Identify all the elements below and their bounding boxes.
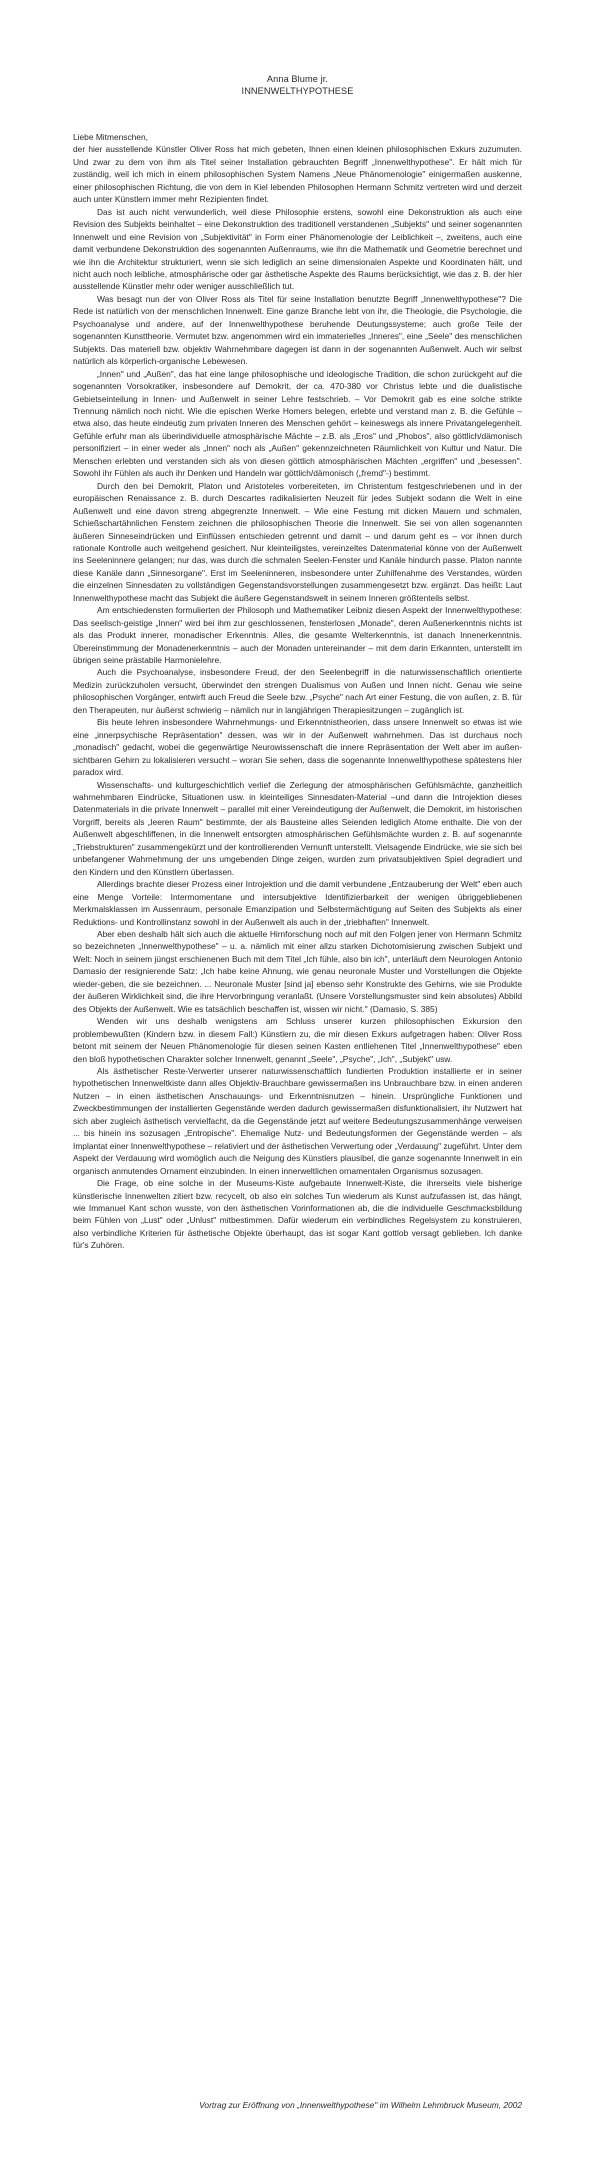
paragraph-2: Das ist auch nicht verwunderlich, weil diese Philosophie erstens, sowohl eine Dekonstruktion als auch eine Revision des Subjekts beinhaltet – eine Dekonstruktion des traditionell verstandenen „Subjekts" und seiner sogenannten Innenwelt und eine Revision von „Subjektivität" in Form einer Phänomenologie der Leiblichkeit –, zweitens, auch eine damit verbundene Dekonstruktion des sogenannten Außenraums, wie ihn die Mathematik und Geometrie berechnet und wie ihn die Architektur strukturiert, wenn sie sich lediglich an seine dimensionalen Aspekte und Koordinaten hält, und nicht auch noch leibliche, atmosphärische oder gar ästhetische Aspekte des Raums berücksichtigt, wie das z. B. der hier ausstellende Künstler mehr oder weniger ausschließlich tut. [73, 206, 522, 292]
paragraph-4: „Innen" und „Außen", das hat eine lange philosophische und ideologische Tradition, die schon zurückgeht auf die sogenannten Vorsokratiker, insbesondere auf Demokrit, der ca. 470-380 vor Christus lebte und die dualistische Gebietseinteilung in Innen- und Außenwelt in seiner Lehre festschrieb. – Vor Demokrit gab es eine solche strikte Trennung nämlich noch nicht. Wie die epischen Werke Homers belegen, erlebte und verstand man z. B. die Gefühle – etwa also, das heute eindeutig zum privaten Inneren des Menschen gehört – keineswegs als innere Privatangelegenheit. Gefühle erfuhr man als überindividuelle atmosphärische Mächte – z.B. als „Eros" und „Phobos", also göttlich/dämonisch personifiziert – in einer weder als „Innen" noch als „Außen" gekennzeichneten Räumlichkeit von Kultur und Natur. Die Menschen erlebten und verstanden sich als von diesen göttlich atmosphärischen Mächten „ergriffen" und „besessen". Sowohl ihr Fühlen als auch ihr Denken und Handeln war göttlich/dämonisch („fremd"-) bestimmt. [73, 368, 522, 479]
author-name: Anna Blume jr. [266, 74, 329, 84]
paragraph-6: Am entschiedensten formulierten der Philosoph und Mathematiker Leibniz diesen Aspekt der Innenwelthypothese: Das seelisch-geistige „Innen" wird bei ihm zur geschlossenen, fensterlosen „Monade", deren Außenerkenntnis nichts ist als das Produkt innerer, monadischer Erkenntnis. Alles, die gesamte Welterkenntnis, ist danach Innenerkenntnis. Übereinstimmung der Monadenerkenntnis – auch der Monaden untereinander – mit dem darin Erkannten, unterstellt im übrigen seine prästabile Harmonielehre. [73, 605, 522, 666]
paragraph-11: Aber eben deshalb hält sich auch die aktuelle Hirnforschung noch auf mit den Folgen jener von Hermann Schmitz so bezeichneten „Innenwelthypothese" – u. a. nämlich mit einer allzu starken Dichotomisierung zwischen Subjekt und Welt: Noch in seinem jüngst erschienenen Buch mit dem Titel „Ich fühle, also bin ich", unterläuft dem Neurologen Antonio Damasio der resignierende Satz: „Ich habe keine Ahnung, wie genau neuronale Muster und Vorstellungen die Objekte wieder-geben, die sie bezeichnen. ... Neuronale Muster [sind ja] ebenso sehr Konstrukte des Gehirns, wie sie Produkte der äußeren Wirklichkeit sind, die ihre Hervorbringung veranlaßt. (Unsere Vorstellungsmuster sind kein absolutes) Abbild des Objekts der Außenwelt. Wie es tatsächlich beschaffen ist, wissen wir nicht." (Damasio, S. 385) [73, 929, 522, 1014]
paragraph-14: Die Frage, ob eine solche in der Museums-Kiste aufgebaute Innenwelt-Kiste, die ihrerseits viele bisherige künstlerische Innenwelten zitiert bzw. recycelt, ob also ein solches Tun wiederum als Kunst aufzufassen ist, das hängt, wie Immanuel Kant schon wusste, von den ästhetischen Vorinformationen ab, die die individuelle Geschmacksbildung beim Fühlen von „Lust" oder „Unlust" mitbestimmen. Dafür wiederum ein verbindliches Regelsystem zu konstruieren, also verbindliche Kriterien für ästhetische Objekte überhaupt, das ist sogar Kant gottlob versagt geblieben. Ich danke für's Zuhören. [73, 1178, 522, 1251]
document-header [0, 73, 595, 97]
paragraph-12: Wenden wir uns deshalb wenigstens am Schluss unserer kurzen philosophischen Exkursion den problembewußten (Kindern bzw. in diesem Fall:) Künstlern zu, die mir diesen Exkurs aufgetragen haben: Oliver Ross betont mit seinem der Neuen Phänomenologie für diesen seinen Kasten entliehenen Titel „Innenwelthypothese" eben den bloß hypothetischen Charakter solcher Innenwelt, genannt „Seele", „Psyche", „Ich", „Subjekt" usw. [73, 1016, 522, 1064]
paragraph-3: Was besagt nun der von Oliver Ross als Titel für seine Installation benutzte Begriff „Innenwelthypothese"? Die Rede ist natürlich von der menschlichen Innenwelt. Eine ganze Branche lebt von ihr, die Theologie, die Psychologie, die Psychoanalyse und andere, auf der Innenwelthypothese beruhende Deutungssysteme; auch große Teile der sogenannten Kunsttheorie. Vermutet bzw. angenommen wird ein immaterielles „Inneres", eine „Seele" des menschlichen Subjekts. Das materiell bzw. objektiv Wahrnehmbare dagegen ist dann in der sogenannten Außenwelt. Auch wir selbst natürlich als körperlich-organische Lebewesen. [73, 293, 522, 367]
paragraph-10: Allerdings brachte dieser Prozess einer Introjektion und die damit verbundene „Entzauberung der Welt" eben auch eine Menge Vorteile: Intermomentane und intersubjektive Identifizierbarkeit der wenigen übriggebliebenen Merkmalsklassen im Aussenraum, personale Emanzipation und Selbstermächtigung auf Seiten des Subjekts als einer Reduktions- und Kontrollinstanz sowohl in der Außenwelt als auch in der „triebhaften" Innenwelt. [73, 879, 522, 927]
document-body [73, 131, 522, 1252]
paragraph-8: Bis heute lehren insbesondere Wahrnehmungs- und Erkenntnistheorien, dass unsere Innenwelt so etwas ist wie eine „innerpsychische Repräsentation" dessen, was wir in der Außenwelt wahrnehmen. Das ist durchaus noch „monadisch" gedacht, wobei die gegenwärtige Neurowissenschaft die innere Repräsentation der Welt aber im außen-sichtbaren Gehirn zu lokalisieren versucht – woran Sie sehen, dass die sogenannte Innenwelthypothese spätestens hier paradox wird. [73, 717, 522, 778]
lecture-note: Vortrag zur Eröffnung von „Innenwelthypothese" im Wilhelm Lehmbruck Museum, 2002 [199, 2100, 522, 2110]
paragraph-9: Wissenschafts- und kulturgeschichtlich verlief die Zerlegung der atmosphärischen Gefühlsmächte, ganzheitlich wahrnehmbaren Eindrücke, Situationen usw. in kleinteiliges Sinnesdaten-Material –und dann die Introjektion dieses Datenmaterials in die private Innenwelt – parallel mit einer Vereindeutigung der Außenwelt, die Demokrit, im historischen Vorgriff, bereits als „leeren Raum" bestimmte, der als Bausteine alles Seienden lediglich Atome enthalte. Die von der Außenwelt abgeschliffenen, in die Innenwelt entsorgten atmosphärischen Gefühlsmächte wurden z. B. auf sogenannte „Triebstrukturen" zusammengekürzt und der kontrollierenden Vernunft unterstellt. Vielsagende Eindrücke, wie sie sich bei unbefangener Wahrnehmung der uns umgebenden Dinge zeigen, wurden zum privatsubjektiven Spiel degradiert und den Kindern und den Künstlern überlassen. [73, 779, 522, 877]
paragraph-1: der hier ausstellende Künstler Oliver Ross hat mich gebeten, Ihnen einen kleinen philosophischen Exkurs zuzumuten. Und zwar zu dem von ihm als Titel seiner Installation gebrauchten Begriff „Innenwelthypothese". Er hält mich für zuständig, weil ich mich in einem philosophischen System Namens „Neue Phänomenologie" einigermaßen auskenne, einer philosophischen Richtung, die von dem in Kiel lebenden Philosophen Hermann Schmitz vertreten wird und derzeit auch unter Künstlern immer mehr Rezipienten findet. [73, 144, 522, 205]
paragraph-13: Als ästhetischer Reste-Verwerter unserer naturwissenschaftlich fundierten Produktion installierte er in seiner hypothetischen Innenweltkiste dann alles Objektiv-Brauchbare gewissermaßen ins Unbrauchbare bzw. in einen anderen Nutzen – in einen ästhetischen Anschauungs- und Erkenntnisnutzen – hinein. Ursprüngliche Funktionen und Zweckbestimmungen der installierten Gegenstände werden dadurch gewissermaßen disfunktionalisiert, ihr Nutzwert hat sich aber zugleich ästhetisch vervielfacht, da die Gegenstände jetzt auf weitere Bedeutungszusammenhänge verweisen ... bis hinein ins sozusagen „Entropische". Ehemalige Nutz- und Bedeutungsformen der Gegenstände werden – als Implantat einer Innenwelthypothese – relativiert und der ästhetischen Verwertung oder „Verdauung" zugeführt. Unter dem Aspekt der Verdauung wird womöglich auch die Neigung des Künstlers plausibel, die ganze sogenannte Innenwelt in ein organisch anmutendes Ornament einzubinden. In einen innerweltlichen ornamentalen Organismus sozusagen. [73, 1065, 522, 1176]
document-title: INNENWELTHYPOTHESE [241, 86, 354, 96]
salutation: Liebe Mitmenschen, [73, 132, 148, 142]
paragraph-7: Auch die Psychoanalyse, insbesondere Freud, der den Seelenbegriff in die naturwissenschaftlich orientierte Medizin zurückzuholen versucht, überwindet den strengen Dualismus von Außen und Innen nicht. Genau wie seine philosophischen Vorgänger, entwirft auch Freud die Seele bzw. „Psyche" nach Art einer Festung, die von außen, z. B. für den Therapeuten, nur äußerst schwierig – nämlich nur in langjährigen Therapiesitzungen – zugänglich ist. [73, 667, 522, 715]
paragraph-5: Durch den bei Demokrit, Platon und Aristoteles vorbereiteten, im Christentum festgeschriebenen und in der europäischen Renaissance z. B. durch Descartes radikalisierten Neuzeit für jedes Subjekt sodann die Welt in eine Außenwelt und eine davon streng abgegrenzte Innenwelt. – Wie eine Festung mit dicken Mauern und schmalen, Schießschartähnlichen Fenstern zeichnen die philosophischen Theorie die Innenwelt. Sie sei von allen sogenannten äußeren Sinneseindrücken und Einflüssen entschieden getrennt und damit – und darum geht es – vor ihnen durch rationale Kontrolle auch weitgehend gesichert. Nur kleinteiligstes, vereinzeltes Datenmaterial könne von der Außenwelt ins Seeleninnere gelangen; nur das, was durch die schmalen Seelen-Fenster und Kanäle hindurch passe. Platon nannte diese Kanäle dann „Sinnesorgane". Erst im Seeleninneren, insbesondere unter Zuhilfenahme des Verstandes, würden die einzelnen Sinnesdaten zu vollständigen Gegenstandsvorstellungen zusammengesetzt bzw. ergänzt. Das heißt: Laut Innenwelthypothese macht das Subjekt die äußere Gegenstandswelt in seinem Inneren größtenteils selbst. [73, 480, 522, 603]
